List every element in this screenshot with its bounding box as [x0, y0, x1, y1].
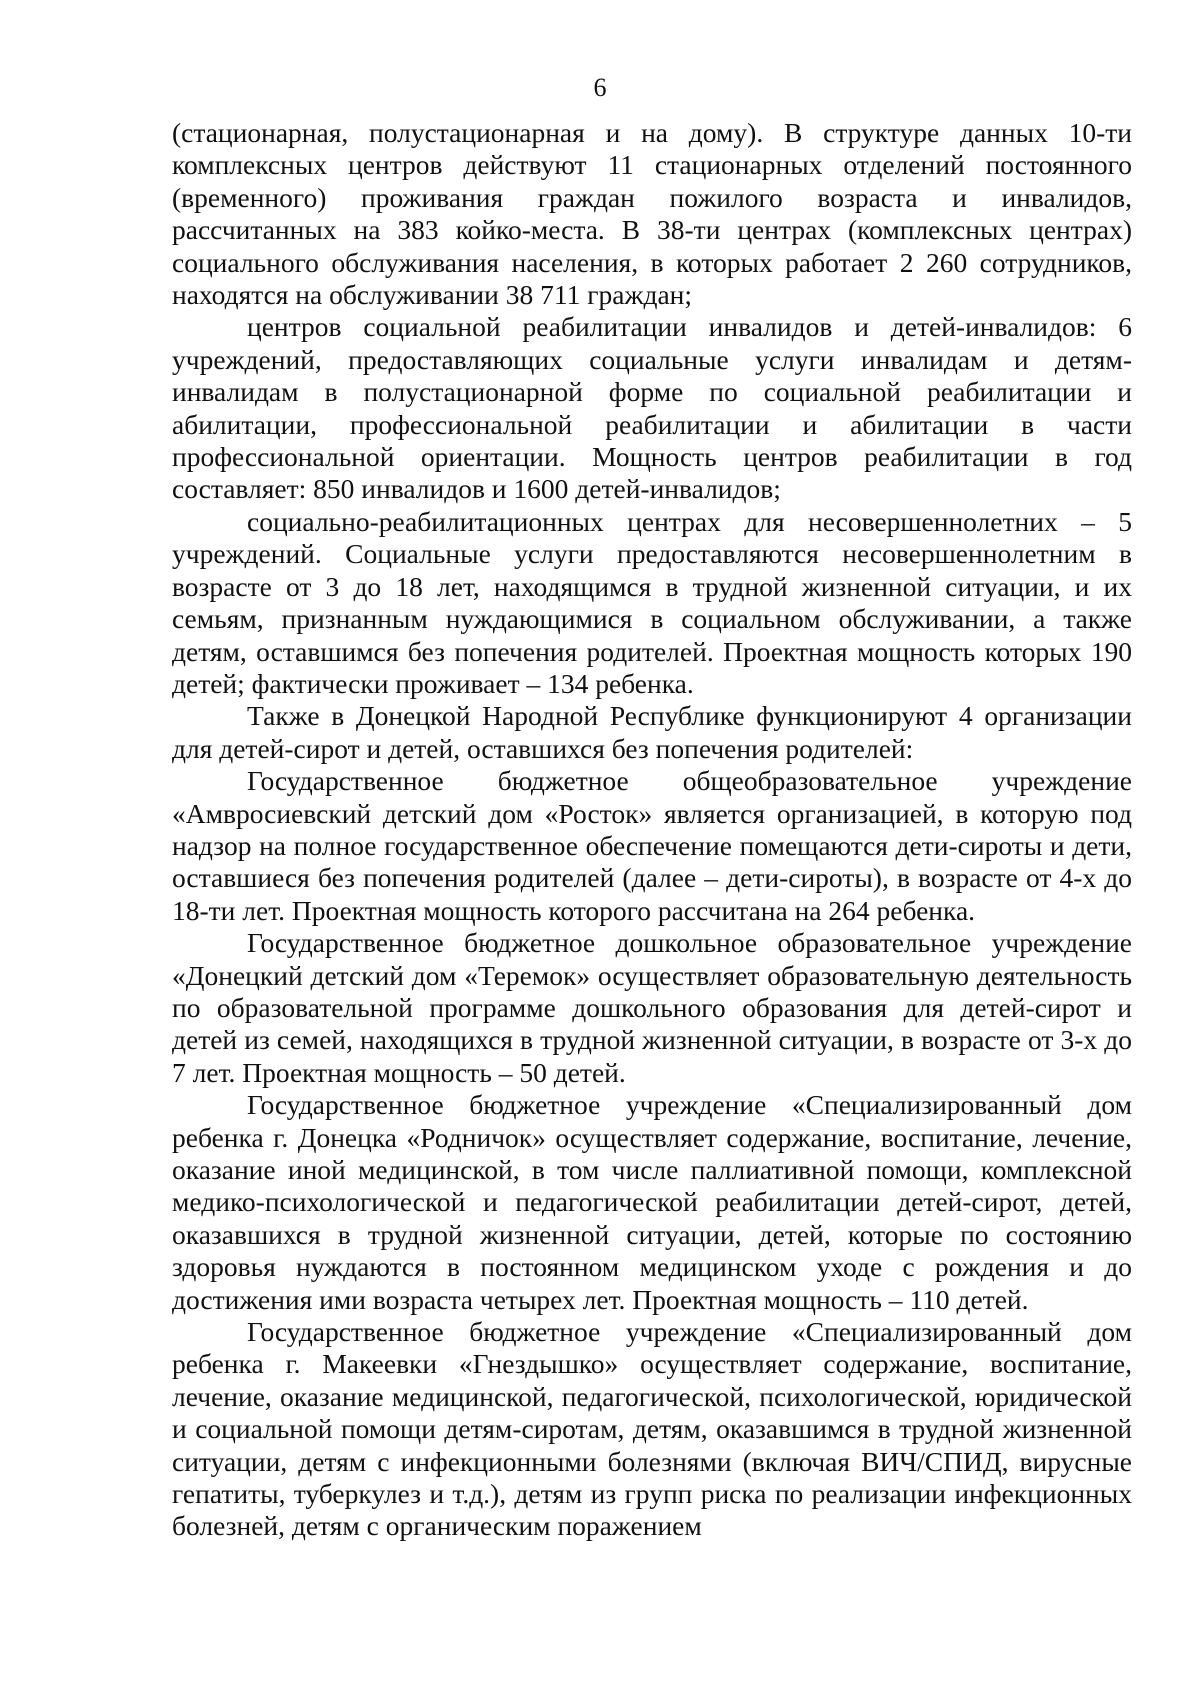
page-number: 6 — [593, 73, 607, 102]
paragraph-rodnichok: Государственное бюджетное учреждение «Специализированный дом ребенка г. Донецка «Родничок» осуществляет содержание, воспитание, лечение, оказание иной медицинской, в том числе паллиативной помощи, комплексной медико-психологической и педагогической реабилитации детей-сирот, детей, оказавшихся в трудной жизненной ситуации, детей, которые по состоянию здоровья нуждаются в постоянном медицинском уходе с рождения и до достижения ими возраста четырех лет. Проектная мощность – 110 детей. — [172, 1089, 1132, 1315]
paragraph-orphan-organizations: Также в Донецкой Народной Республике функционируют 4 организации для детей-сирот и детей, оставшихся без попечения родителей: — [172, 700, 1132, 764]
paragraph-rostok: Государственное бюджетное общеобразовательное учреждение «Амвросиевский детский дом «Росток» является организацией, в которую под надзор на полное государственное обеспечение помещаются дети-сироты и дети, оставшиеся без попечения родителей (далее – дети-сироты), в возрасте от 4-х до 18-ти лет. Проектная мощность которого рассчитана на 264 ребенка. — [172, 765, 1132, 926]
paragraph-minors-centers: социально-реабилитационных центрах для несовершеннолетних – 5 учреждений. Социальные услуги предоставляются несовершеннолетним в возрасте от 3 до 18 лет, находящимся в трудной жизненной ситуации, и их семьям, признанным нуждающимися в социальном обслуживании, а также детям, оставшимся без попечения родителей. Проектная мощность которых 190 детей; фактически проживает – 134 ребенка. — [172, 505, 1132, 699]
paragraph-gnezdyshko: Государственное бюджетное учреждение «Специализированный дом ребенка г. Макеевки «Гнездышко» осуществляет содержание, воспитание, лечение, оказание медицинской, педагогической, психологической, юридической и социальной помощи детям-сиротам, детям, оказавшимся в трудной жизненной ситуации, детям с инфекционными болезнями (включая ВИЧ/СПИД, вирусные гепатиты, туберкулез и т.д.), детям из групп риска по реализации инфекционных болезней, детям с органическим поражением — [172, 1316, 1132, 1542]
paragraph-teremok: Государственное бюджетное дошкольное образовательное учреждение «Донецкий детский дом «Теремок» осуществляет образовательную деятельность по образовательной программе дошкольного образования для детей-сирот и детей из семей, находящихся в трудной жизненной ситуации, в возрасте от 3-х до 7 лет. Проектная мощность – 50 детей. — [172, 927, 1132, 1088]
paragraph-continuation: (стационарная, полустационарная и на дому). В структуре данных 10-ти комплексных центров действуют 11 стационарных отделений постоянного (временного) проживания граждан пожилого возраста и инвалидов, рассчитанных на 383 койко-места. В 38-ти центрах (комплексных центрах) социального обслуживания населения, в которых работает 2 260 сотрудников, находятся на обслуживании 38 711 граждан; — [172, 117, 1132, 311]
paragraph-rehab-centers: центров социальной реабилитации инвалидов и детей-инвалидов: 6 учреждений, предоставляющих социальные услуги инвалидам и детям-инвалидам в полустационарной форме по социальной реабилитации и абилитации, профессиональной реабилитации и абилитации в части профессиональной ориентации. Мощность центров реабилитации в год составляет: 850 инвалидов и 1600 детей-инвалидов; — [172, 311, 1132, 505]
document-body — [172, 117, 1132, 1543]
